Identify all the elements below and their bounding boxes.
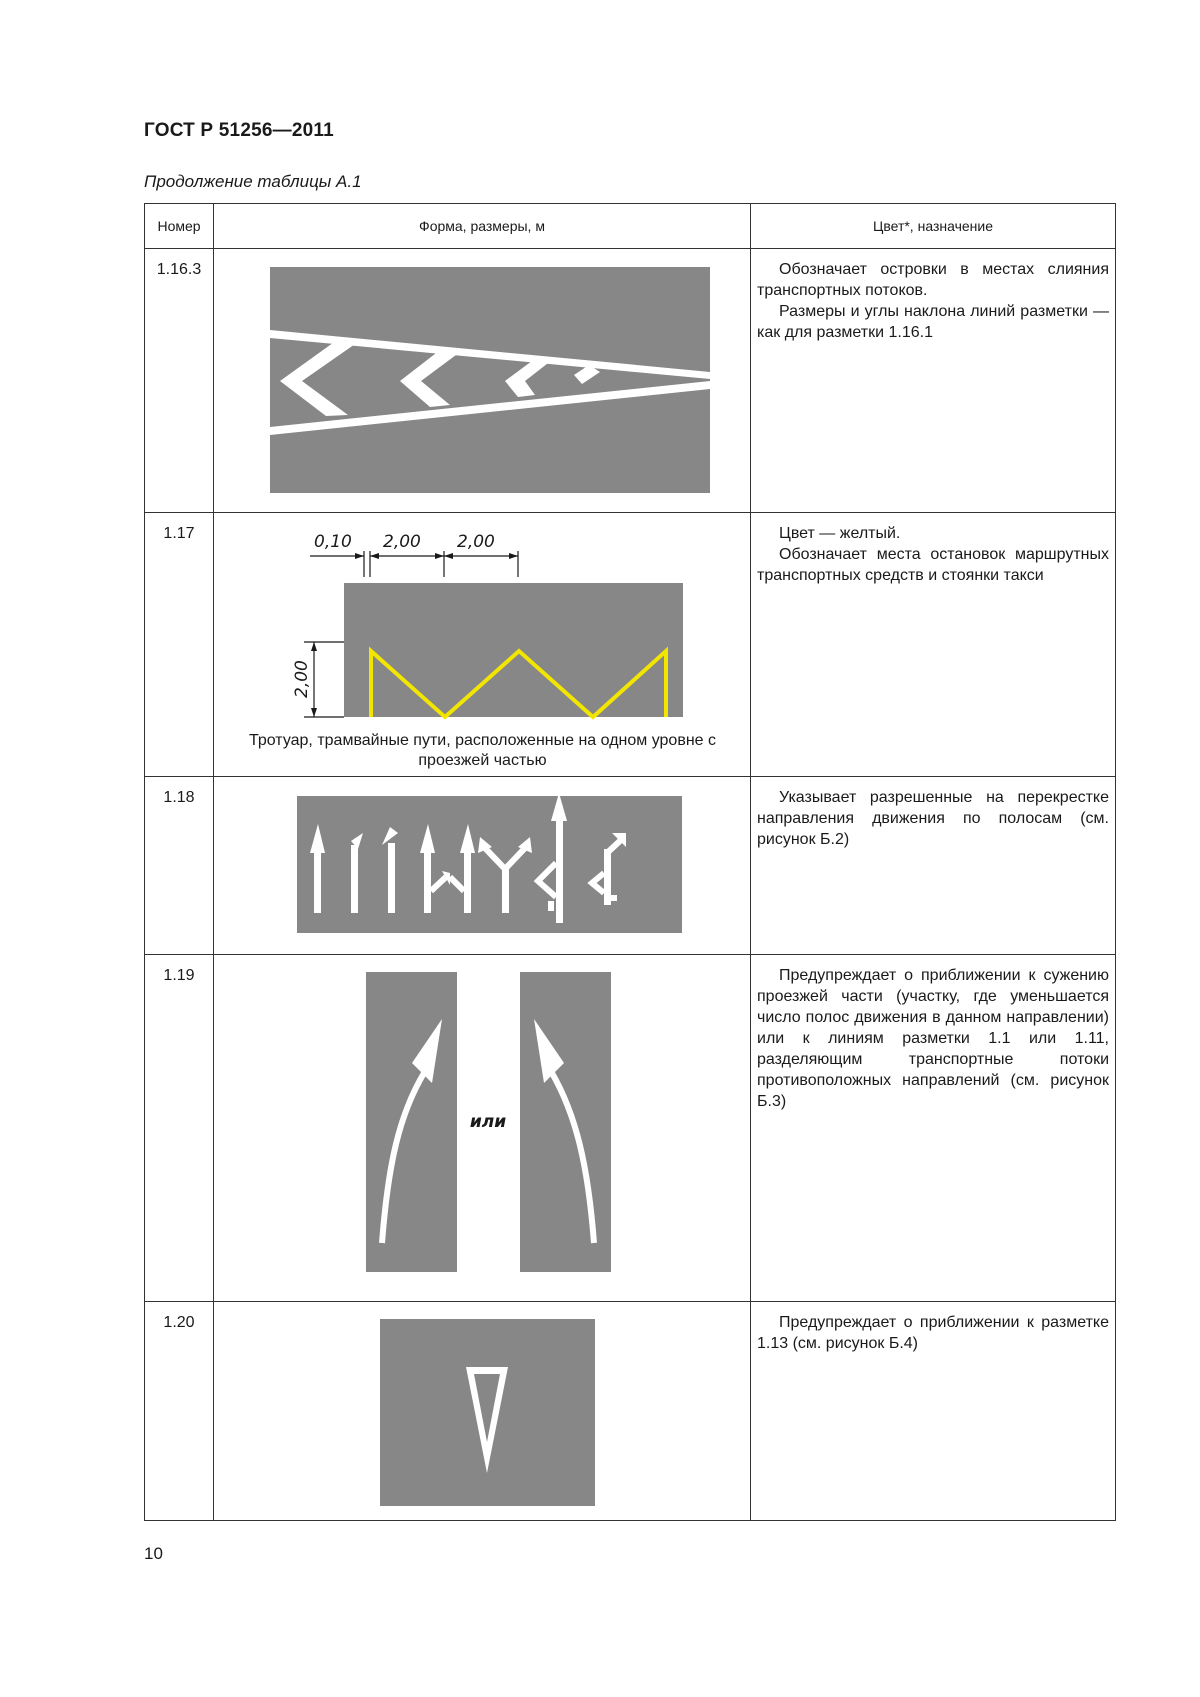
row-number: 1.19 [145,955,214,1302]
description-paragraph: Предупреждает о приближении к разметке 1.13 (см. рисунок Б.4) [757,1314,1109,1352]
header-shape: Форма, размеры, м [214,204,751,249]
table-row [145,955,1116,1302]
table-caption: Продолжение таблицы А.1 [144,172,362,191]
header-number: Номер [145,204,214,249]
description-paragraph: Указывает разрешенные на перекрестке направления движения по полосам (см. рисунок Б.2) [757,789,1109,848]
figure-note: Тротуар, трамвайные пути, расположенные на одном уровне с проезжей частью [248,732,716,769]
document-title: ГОСТ Р 51256—2011 [144,120,334,141]
figure-cell [214,955,751,1302]
dim-height: 2,00 [292,660,312,698]
table-row [145,249,1116,513]
page-number: 10 [144,1544,163,1563]
marking-1-18-figure [214,777,751,955]
row-description [751,777,1116,955]
table-row [145,777,1116,955]
figure-cell [214,249,751,513]
description-paragraph: Предупреждает о приближении к сужению проезжей части (участку, где уменьшается число полос движения в данном направлении) или к линиям разметки 1.1 или 1.11, разделяющим транспортные потоки противоположных направлений (см. рисунок Б.3) [757,967,1109,1110]
dim-line-width: 0,10 [314,532,352,552]
row-number: 1.18 [145,777,214,955]
description-paragraph: Цвет — желтый. [779,525,901,542]
figure-cell [214,513,751,777]
description-paragraph: Размеры и углы наклона линий разметки — как для разметки 1.16.1 [757,303,1109,341]
row-description [751,1302,1116,1521]
markings-table [144,203,1116,1521]
figure-cell [214,1302,751,1521]
row-description [751,249,1116,513]
or-label: или [469,1112,507,1132]
row-description [751,955,1116,1302]
row-number: 1.16.3 [145,249,214,513]
table-row [145,513,1116,777]
figure-cell [214,777,751,955]
table-header-row [145,204,1116,249]
description-paragraph: Обозначает места остановок маршрутных транспортных средств и стоянки такси [757,546,1109,584]
row-number: 1.20 [145,1302,214,1521]
marking-1-20-figure [214,1302,751,1521]
description-paragraph: Обозначает островки в местах слияния транспортных потоков. [757,261,1109,299]
dim-gap-1: 2,00 [383,532,421,552]
marking-1-19-figure [214,955,751,1302]
dim-gap-2: 2,00 [457,532,495,552]
header-purpose: Цвет*, назначение [751,204,1116,249]
row-number: 1.17 [145,513,214,777]
row-description [751,513,1116,777]
marking-1-16-3-figure [214,249,751,513]
table-row [145,1302,1116,1521]
